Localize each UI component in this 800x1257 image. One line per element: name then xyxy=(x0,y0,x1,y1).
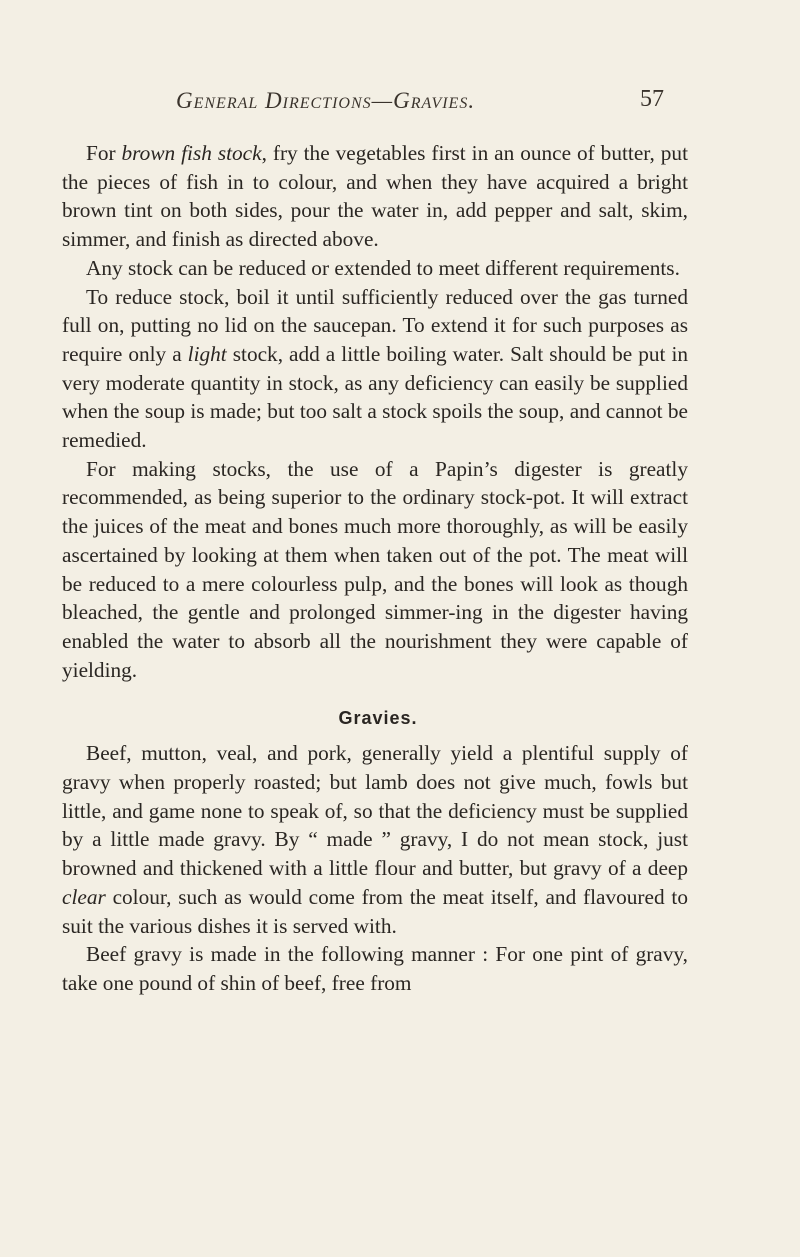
italic-term: clear xyxy=(62,884,106,909)
page-header xyxy=(0,86,800,126)
section-heading-gravies: Gravies. xyxy=(338,708,418,729)
italic-term: brown fish stock xyxy=(121,141,262,165)
paragraph-beef-gravy: Beef gravy is made in the following manner : For one pint of gravy, take one pound of shin of beef, free from xyxy=(62,942,688,995)
running-title: General Directions—Gravies. xyxy=(176,88,476,113)
paragraph-reduce-stock: To reduce stock, boil it until sufficiently reduced over the gas turned full on, putting no lid on the saucepan. To extend it for such purposes as require only a light stock, add a little boiling water. Salt should be put in very moderate quantity in stock, as any deficiency can easily be supplied when the soup is made; but too salt a stock spoils the soup, and cannot be remedied. xyxy=(62,284,689,453)
body-text xyxy=(62,139,688,998)
paragraph-brown-fish-stock: For brown fish stock, fry the vegetables first in an ounce of butter, put the pieces of fish in to colour, and when they have acquired a bright brown tint on both sides, pour the water in, add pepper and salt, skim, simmer, and finish as directed above. xyxy=(62,141,688,252)
paragraph-reduce-extend: Any stock can be reduced or extended to meet different requirements. xyxy=(86,255,680,280)
page-number: 57 xyxy=(640,86,664,112)
paragraph-papins-digester: For making stocks, the use of a Papin’s digester is greatly recommended, as being superior to the ordinary stock-pot. It will extract the juices of the meat and bones much more thoroughly, as will be easily ascertained by looking at them when taken out of the pot. The meat will be reduced to a mere colourless pulp, and the bones will look as though bleached, the gentle and prolonged simmer-ing in the digester having enabled the water to absorb all the nourishment they were capable of yielding. xyxy=(62,456,688,682)
italic-term: light xyxy=(187,341,227,366)
paragraph-gravy-supply: Beef, mutton, veal, and pork, generally yield a plentiful supply of gravy when properly roasted; but lamb does not give much, fowls but little, and game none to speak of, so that the deficiency must be supplied by a little made gravy. By “ made ” gravy, I do not mean stock, just browned and thickened with a little flour and butter, but gravy of a deep clear colour, such as would come from the meat itself, and flavoured to suit the various dishes it is served with. xyxy=(62,741,688,938)
